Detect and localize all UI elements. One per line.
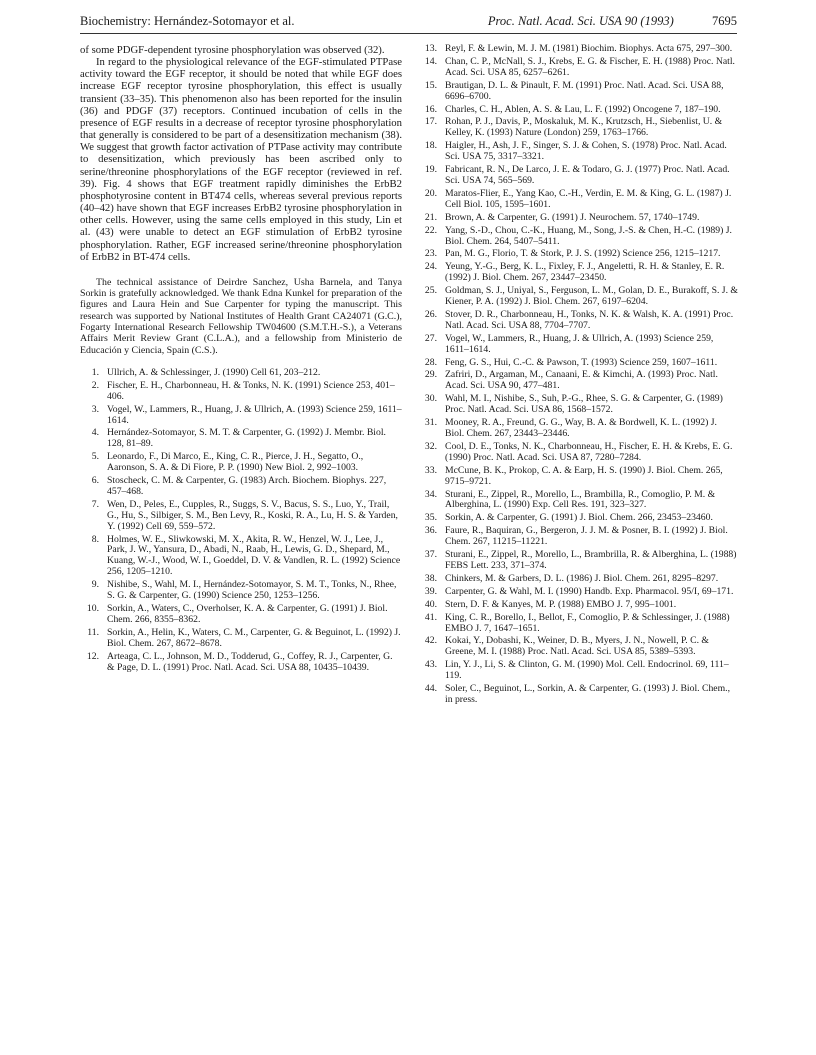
reference-item [418, 466, 738, 488]
reference-text: Vogel, W., Lammers, R., Huang, J. & Ullrich, A. (1993) Science 259, 1611–1614. [445, 332, 714, 355]
reference-list-left [80, 368, 402, 674]
reference-text: Reyl, F. & Lewin, M. J. M. (1981) Biochim. Biophys. Acta 675, 297–300. [445, 43, 733, 54]
reference-number: 22. [424, 224, 437, 236]
reference-number: 14. [424, 55, 437, 67]
reference-item [418, 189, 738, 211]
reference-item [418, 587, 738, 598]
reference-text: Brautigan, D. L. & Pinault, F. M. (1991) Proc. Natl. Acad. Sci. USA 88, 6696–6700. [445, 79, 724, 102]
reference-number: 1. [91, 366, 99, 378]
body-paragraph-continued: of some PDGF-dependent tyrosine phosphorylation was observed (32). [80, 44, 385, 56]
reference-item [418, 418, 738, 440]
reference-number: 38. [424, 572, 437, 584]
reference-number: 32. [424, 440, 437, 452]
reference-text: Rohan, P. J., Davis, P., Moskaluk, M. K., Krutzsch, H., Siebenlist, U. & Kelley, K. (1993) Nature (London) 259, 1763–1766. [445, 116, 723, 139]
reference-text: Holmes, W. E., Sliwkowski, M. X., Akita, R. W., Henzel, W. J., Lee, J., Park, J. W., Yansura, D., Abadi, N., Raab, H., Lewis, G. D., Shepard, M., Kuang, W.-J., Wood, W. I., Goeddel, D. V. & Vandlen, R. L. (1992) Science 256, 1205–1210. [107, 533, 401, 578]
reference-number: 3. [91, 403, 99, 415]
reference-item [418, 226, 738, 248]
reference-number: 8. [91, 533, 99, 545]
reference-number: 42. [424, 635, 437, 647]
reference-text: Nishibe, S., Wahl, M. I., Hernández-Sotomayor, S. M. T., Tonks, N., Rhee, S. G. & Carpenter, G. (1990) Science 250, 1253–1256. [107, 579, 397, 602]
reference-item [80, 628, 402, 650]
reference-text: Fabricant, R. N., De Larco, J. E. & Todaro, G. J. (1977) Proc. Natl. Acad. Sci. USA 74, 565–569. [445, 164, 730, 186]
reference-number: 41. [424, 611, 437, 623]
reference-item [418, 81, 738, 103]
reference-text: Faure, R., Baquiran, G., Bergeron, J. J. M. & Posner, B. I. (1992) J. Biol. Chem. 267, 11215–11221. [445, 525, 728, 548]
reference-number: 10. [86, 603, 99, 615]
right-column [418, 44, 738, 708]
body-paragraph-discussion: In regard to the physiological relevance of the EGF-stimulated PTPase activity toward the EGF receptor, it should be noted that while EGF does increase EGF receptor tyrosine phosphorylation, this effect is usually transient (33–35). This phenomenon also has been reported for the insulin (36) and PDGF (37) receptors. Continued incubation of cells in the presence of EGF results in a decrease of receptor tyrosine phosphorylation that generally is considered to be part of a desensitization mechanism (38). We suggest that growth factor activation of PTPase activity may contribute to desensitization, which previously has been ascribed only to serine/threonine phosphorylations of the EGF receptor (reviewed in ref. 39). Fig. 4 shows that EGF treatment rapidly diminishes the ErbB2 phosphotyrosine content in BT474 cells, whereas several previous reports (40–42) have shown that EGF increases ErbB2 tyrosine phosphorylation in other cells. However, using the same cells employed in this study, Lin et al. (43) were unable to detect an EGF stimulation of ErbB2 tyrosine phosphorylation. Rather, EGF increased serine/threonine phosphorylation of ErbB2 in BT-474 cells. [80, 56, 402, 263]
reference-item [418, 117, 738, 139]
reference-text: Yeung, Y.-G., Berg, K. L., Fixley, F. J., Angeletti, R. H. & Stanley, E. R. (1992) J. Biol. Chem. 267, 23447–23450. [445, 261, 725, 284]
reference-text: Arteaga, C. L., Johnson, M. D., Todderud, G., Coffey, R. J., Carpenter, G. & Page, D. L. (1991) Proc. Natl. Acad. Sci. USA 88, 10435–10439. [107, 650, 393, 673]
reference-item [418, 442, 738, 464]
reference-number: 23. [424, 248, 437, 260]
reference-text: Yang, S.-D., Chou, C.-K., Huang, M., Song, J.-S. & Chen, H.-C. (1989) J. Biol. Chem. 264, 5407–5411. [445, 224, 732, 247]
reference-item [418, 636, 738, 658]
header-authors: Biochemistry: Hernández-Sotomayor et al. [80, 14, 295, 28]
reference-text: Ullrich, A. & Schlessinger, J. (1990) Cell 61, 203–212. [107, 366, 321, 378]
reference-text: Wahl, M. I., Nishibe, S., Suh, P.-G., Rhee, S. G. & Carpenter, G. (1989) Proc. Natl. Acad. Sci. USA 86, 1568–1572. [445, 393, 723, 416]
reference-item [418, 213, 738, 224]
reference-text: Chinkers, M. & Garbers, D. L. (1986) J. Biol. Chem. 261, 8295–8297. [445, 572, 719, 584]
reference-text: Maratos-Flier, E., Yang Kao, C.-H., Verdin, E. M. & King, G. L. (1987) J. Cell Biol. 105, 1595–1601. [445, 187, 732, 210]
reference-item [418, 262, 738, 284]
reference-text: Zafriri, D., Argaman, M., Canaani, E. & Kimchi, A. (1993) Proc. Natl. Acad. Sci. USA 90, 477–481. [445, 369, 718, 392]
reference-item [418, 358, 738, 369]
reference-text: Charles, C. H., Ablen, A. S. & Lau, L. F. (1992) Oncogene 7, 187–190. [445, 103, 721, 115]
reference-item [418, 105, 738, 116]
reference-number: 20. [424, 187, 437, 199]
reference-text: King, C. R., Borello, I., Bellot, F., Comoglio, P. & Schlessinger, J. (1988) EMBO J. 7, 1647–1651. [445, 611, 730, 634]
reference-item [80, 476, 402, 498]
reference-item [80, 500, 402, 533]
reference-text: Sorkin, A. & Carpenter, G. (1991) J. Biol. Chem. 266, 23453–23460. [445, 512, 713, 524]
reference-item [80, 405, 402, 427]
reference-item [418, 249, 738, 260]
reference-number: 19. [424, 164, 437, 176]
reference-text: Wen, D., Peles, E., Cupples, R., Suggs, S. V., Bacus, S. S., Luo, Y., Trail, G., Hu, S., Silbiger, S. M., Ben Levy, R., Koski, R. A., Lu, H. S. & Yarden, Y. (1992) Cell 69, 559–572. [107, 498, 398, 532]
reference-text: Hernández-Sotomayor, S. M. T. & Carpenter, G. (1992) J. Membr. Biol. 128, 81–89. [107, 427, 386, 450]
left-column [80, 44, 402, 675]
reference-number: 17. [424, 116, 437, 128]
reference-text: Haigler, H., Ash, J. F., Singer, S. J. & Cohen, S. (1978) Proc. Natl. Acad. Sci. USA 75, 3317–3321. [445, 140, 727, 163]
reference-item [80, 604, 402, 626]
acknowledgment: The technical assistance of Deirdre Sanchez, Usha Barnela, and Tanya Sorkin is gratefully acknowledged. We thank Edna Kunkel for preparation of the figures and Laura Hein and Sue Carpenter for typing the manuscript. This research was supported by National Institutes of Health Grant CA24071 (G.C.), Fogarty International Research Fellowship TW04600 (S.M.T.H.-S.), a Veterans Affairs Merit Review Grant (C.L.A.), and a fellowship from Ministerio de Educación y Ciencia, Spain (C.S.). [80, 276, 402, 356]
reference-item [80, 368, 402, 379]
reference-item [418, 513, 738, 524]
reference-item [418, 394, 738, 416]
reference-text: Soler, C., Beguinot, L., Sorkin, A. & Carpenter, G. (1993) J. Biol. Chem., in press. [445, 683, 730, 705]
reference-item [418, 165, 738, 187]
reference-number: 26. [424, 308, 437, 320]
reference-text: Stern, D. F. & Kanyes, M. P. (1988) EMBO J. 7, 995–1001. [445, 598, 677, 610]
reference-number: 37. [424, 549, 437, 561]
reference-text: Sorkin, A., Helin, K., Waters, C. M., Carpenter, G. & Beguinot, L. (1992) J. Biol. Chem. 267, 8672–8678. [107, 626, 401, 649]
reference-list-right [418, 44, 738, 706]
reference-number: 39. [424, 585, 437, 597]
reference-number: 43. [424, 659, 437, 671]
reference-number: 2. [91, 379, 99, 391]
header-rule [80, 33, 737, 34]
reference-item [80, 535, 402, 579]
reference-number: 13. [424, 43, 437, 54]
reference-number: 30. [424, 393, 437, 405]
reference-number: 29. [424, 369, 437, 381]
reference-number: 12. [86, 650, 99, 662]
reference-number: 11. [87, 626, 99, 638]
reference-text: Sorkin, A., Waters, C., Overholser, K. A. & Carpenter, G. (1991) J. Biol. Chem. 266, 8355–8362. [107, 603, 388, 625]
reference-number: 16. [424, 103, 437, 115]
reference-text: Goldman, S. J., Uniyal, S., Ferguson, L. M., Golan, D. E., Burakoff, S. J. & Kiener, P. A. (1992) J. Biol. Chem. 267, 6197–6204. [445, 285, 738, 308]
reference-number: 33. [424, 464, 437, 476]
reference-item [418, 44, 738, 55]
reference-number: 36. [424, 525, 437, 537]
reference-item [80, 428, 402, 450]
reference-number: 7. [91, 498, 99, 510]
reference-item [418, 660, 738, 682]
reference-text: Carpenter, G. & Wahl, M. I. (1990) Handb. Exp. Pharmacol. 95/I, 69–171. [445, 585, 734, 597]
reference-number: 24. [424, 261, 437, 273]
reference-text: Pan, M. G., Florio, T. & Stork, P. J. S. (1992) Science 256, 1215–1217. [445, 248, 721, 260]
reference-number: 21. [424, 211, 437, 223]
reference-text: Sturani, E., Zippel, R., Morello, L., Brambilla, R., Comoglio, P. M. & Alberghina, L. (1990) Exp. Cell Res. 191, 323–327. [445, 488, 716, 511]
reference-number: 31. [424, 417, 437, 429]
reference-item [418, 600, 738, 611]
reference-text: Kokai, Y., Dobashi, K., Weiner, D. B., Myers, J. N., Nowell, P. C. & Greene, M. I. (1988) Proc. Natl. Acad. Sci. USA 85, 5389–5393. [445, 635, 709, 658]
reference-item [418, 574, 738, 585]
reference-text: Stoscheck, C. M. & Carpenter, G. (1983) Arch. Biochem. Biophys. 227, 457–468. [107, 475, 387, 497]
reference-number: 6. [91, 475, 99, 487]
reference-number: 9. [91, 579, 99, 591]
reference-number: 15. [424, 79, 437, 91]
reference-item [418, 684, 738, 706]
reference-number: 44. [424, 683, 437, 695]
reference-number: 34. [424, 488, 437, 500]
reference-number: 5. [91, 451, 99, 463]
reference-item [418, 334, 738, 356]
reference-number: 25. [424, 285, 437, 297]
running-header [80, 14, 737, 32]
reference-item [418, 370, 738, 392]
reference-text: Stover, D. R., Charbonneau, H., Tonks, N. K. & Walsh, K. A. (1991) Proc. Natl. Acad. Sci. USA 88, 7704–7707. [445, 308, 734, 331]
reference-number: 40. [424, 598, 437, 610]
reference-number: 4. [91, 427, 99, 439]
reference-item [418, 490, 738, 512]
reference-number: 35. [424, 512, 437, 524]
reference-text: Cool, D. E., Tonks, N. K., Charbonneau, H., Fischer, E. H. & Krebs, E. G. (1990) Proc. Natl. Acad. Sci. USA 87, 7280–7284. [445, 440, 733, 463]
reference-text: McCune, B. K., Prokop, C. A. & Earp, H. S. (1990) J. Biol. Chem. 265, 9715–9721. [445, 464, 723, 487]
reference-item [80, 452, 402, 474]
reference-text: Vogel, W., Lammers, R., Huang, J. & Ullrich, A. (1993) Science 259, 1611–1614. [107, 403, 402, 426]
reference-item [418, 526, 738, 548]
reference-item [80, 580, 402, 602]
reference-text: Leonardo, F., Di Marco, E., King, C. R., Pierce, J. H., Segatto, O., Aaronson, S. A. & Di Fiore, P. P. (1990) New Biol. 2, 992–1003. [107, 451, 364, 474]
reference-number: 27. [424, 332, 437, 344]
reference-text: Feng, G. S., Hui, C.-C. & Pawson, T. (1993) Science 259, 1607–1611. [445, 356, 718, 368]
header-page-number: 7695 [712, 14, 737, 28]
reference-item [80, 652, 402, 674]
reference-item [418, 310, 738, 332]
reference-text: Chan, C. P., McNall, S. J., Krebs, E. G. & Fischer, E. H. (1988) Proc. Natl. Acad. Sci. USA 85, 6257–6261. [445, 55, 735, 78]
reference-item [418, 550, 738, 572]
header-journal: Proc. Natl. Acad. Sci. USA 90 (1993) [487, 14, 674, 28]
reference-text: Mooney, R. A., Freund, G. G., Way, B. A. & Bordwell, K. L. (1992) J. Biol. Chem. 267, 23443–23446. [445, 417, 717, 439]
reference-text: Brown, A. & Carpenter, G. (1991) J. Neurochem. 57, 1740–1749. [445, 211, 700, 223]
reference-item [418, 57, 738, 79]
reference-item [418, 286, 738, 308]
reference-item [418, 141, 738, 163]
header-journal-page [488, 14, 737, 29]
reference-item [418, 613, 738, 635]
reference-item [80, 381, 402, 403]
reference-text: Lin, Y. J., Li, S. & Clinton, G. M. (1990) Mol. Cell. Endocrinol. 69, 111–119. [445, 659, 729, 682]
reference-text: Sturani, E., Zippel, R., Morello, L., Brambrilla, R. & Alberghina, L. (1988) FEBS Lett. 233, 371–374. [445, 549, 737, 571]
reference-number: 18. [424, 140, 437, 152]
reference-number: 28. [424, 356, 437, 368]
reference-text: Fischer, E. H., Charbonneau, H. & Tonks, N. K. (1991) Science 253, 401–406. [107, 379, 395, 402]
